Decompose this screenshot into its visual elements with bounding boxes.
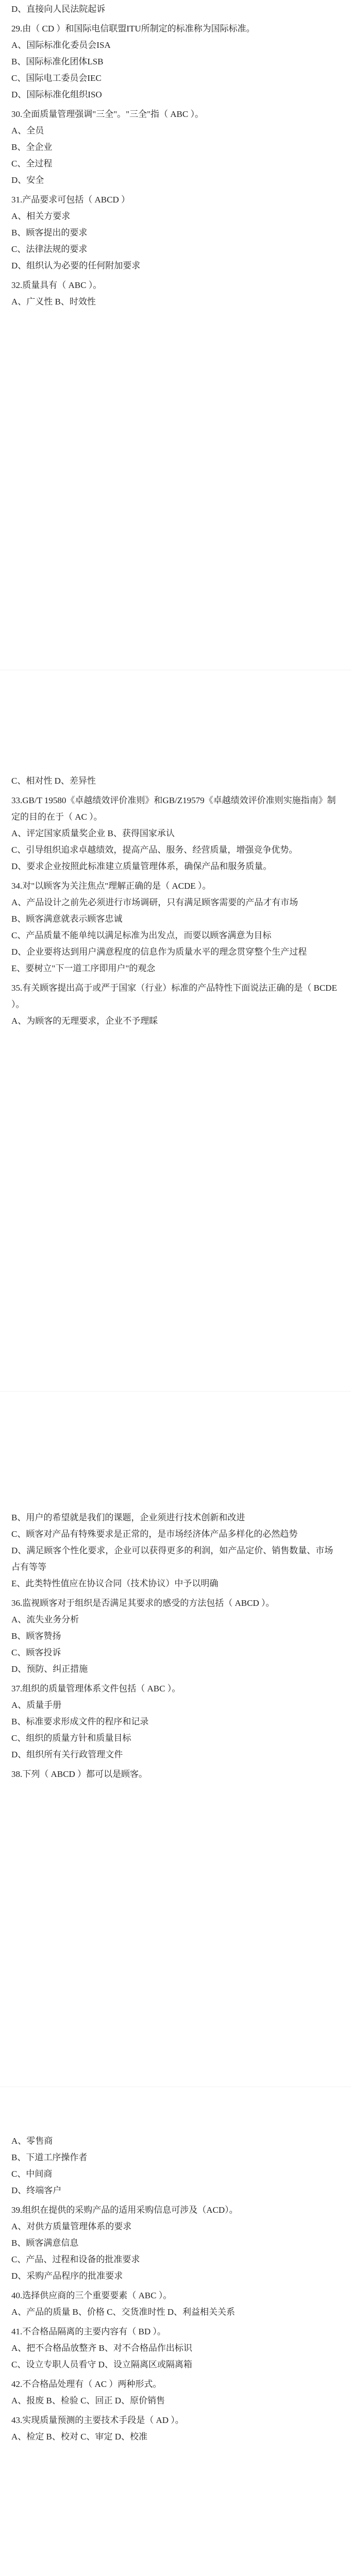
question-line: 29.由（ CD ）和国际电信联盟ITU所制定的标准称为国际标准。 [11,24,255,33]
option-line: C、设立专职人员看守 D、设立隔离区或隔离箱 [11,2360,192,2369]
option-line: B、顾客满意就表示顾客忠诚 [11,914,123,924]
option-line: A、质量手册 [11,1700,62,1710]
option-line: A、零售商 [11,2136,53,2146]
page-divider [0,1391,351,1392]
option-line: B、顾客赞扬 [11,1631,61,1641]
question-line: 30.全面质量管理强调"三全"。"三全"指（ ABC ）。 [11,109,204,119]
question-line: 31.产品要求可包括（ ABCD ） [11,195,130,205]
option-line: B、下道工序操作者 [11,2153,88,2162]
option-line: A、对供方质量管理体系的要求 [11,2222,132,2231]
option-line: C、国际电工委员会IEC [11,73,102,83]
section-1 [0,1,351,310]
text-line: D、直接向人民法院起诉 [11,4,106,14]
option-line: A、评定国家质量奖企业 B、获得国家承认 [11,828,175,838]
option-line: A、把不合格品放整齐 B、对不合格品作出标识 [11,2343,192,2353]
section-3 [0,1510,351,1783]
option-line: B、全企业 [11,142,53,152]
option-line: C、中间商 [11,2169,53,2179]
option-line: C、引导组织追求卓越绩效，提高产品、服务、经营质量，增强竞争优势。 [11,845,298,855]
option-line: D、组织所有关行政管理文件 [11,1750,123,1759]
option-line: B、国际标准化团体LSB [11,57,104,66]
question-line: 43.实现质量预测的主要技术手段是（ AD ）。 [11,2415,184,2425]
option-line: C、法律法规的要求 [11,244,88,254]
option-line: B、标准要求形成文件的程序和记录 [11,1717,149,1726]
option-line: A、报废 B、检验 C、回正 D、原价销售 [11,2396,165,2405]
option-line: C、顾客投诉 [11,1648,61,1657]
option-line: D、终端客户 [11,2185,62,2195]
option-line: A、流失业务分析 [11,1615,79,1624]
section-4 [0,2133,351,2445]
option-line: C、顾客对产品有特殊要求是正常的，是市场经济体产品多样化的必然趋势 [11,1529,298,1539]
section-2 [0,773,351,1029]
option-line: A、国际标准化委员会ISA [11,40,111,50]
option-line: C、产品质量不能单纯以满足标准为出发点，而要以顾客满意为目标 [11,930,272,940]
option-line: A、检定 B、校对 C、审定 D、校准 [11,2432,147,2442]
question-line: 36.监视顾客对于组织是否满足其要求的感受的方法包括（ ABCD ）。 [11,1598,275,1608]
question-line: 33.GB/T 19580《卓越绩效评价准则》和GB/Z19579《卓越绩效评价准则实施指南》制定的目的在于（ AC ）。 [11,795,336,822]
option-line: E、要树立"下一道工序即用户"的观念 [11,963,156,973]
option-line: D、组织认为必要的任何附加要求 [11,261,141,270]
question-line: 38.下列（ ABCD ）都可以是顾客。 [11,1769,147,1779]
question-line: 40.选择供应商的三个重要要素（ ABC ）。 [11,2291,172,2300]
option-line: D、安全 [11,175,44,185]
option-line: A、产品设计之前先必须进行市场调研，只有满足顾客需要的产品才有市场 [11,897,298,907]
question-line: 35.有关顾客提出高于或严于国家（行业）标准的产品特性下面说法正确的是（ BCDE ）。 [11,983,337,1009]
option-line: D、要求企业按照此标准建立质量管理体系，确保产品和服务质量。 [11,861,272,871]
question-line: 42.不合格品处理有（ AC ）两种形式。 [11,2379,162,2389]
option-line: C、相对性 D、差异性 [11,776,96,786]
option-line: D、企业要将达到用户满意程度的信息作为质量水平的理念贯穿整个生产过程 [11,947,307,957]
option-line: A、为顾客的无理要求，企业不予理睬 [11,1016,158,1026]
option-line: D、预防、纠正措施 [11,1664,88,1674]
option-line: C、产品、过程和设备的批准要求 [11,2255,140,2264]
option-line: A、相关方要求 [11,211,71,221]
option-line: C、全过程 [11,159,53,168]
option-line: B、顾客提出的要求 [11,228,88,238]
question-line: 37.组织的质量管理体系文件包括（ ABC ）。 [11,1684,181,1693]
option-line: D、满足顾客个性化要求，企业可以获得更多的利润，如产品定价、销售数量、市场占有等等 [11,1546,333,1572]
option-line: E、此类特性值应在协议合同（技术协议）中予以明确 [11,1579,219,1588]
option-line: A、全员 [11,126,44,135]
option-line: B、用户的希望就是我们的课题，企业须进行技术创新和改进 [11,1513,245,1522]
option-line: D、采购产品程序的批准要求 [11,2271,123,2281]
option-line: A、产品的质量 B、价格 C、交货准时性 D、利益相关关系 [11,2307,235,2317]
option-line: C、组织的质量方针和质量目标 [11,1733,131,1743]
option-line: D、国际标准化组织ISO [11,90,102,99]
question-line: 39.组织在提供的采购产品的适用采购信息可涉及（ACD）。 [11,2205,238,2215]
question-line: 32.质量具有（ ABC ）。 [11,280,102,290]
option-line: A、广义性 B、时效性 [11,297,96,307]
question-line: 34.对"以顾客为关注焦点"理解正确的是（ ACDE ）。 [11,881,211,891]
option-line: B、顾客满意信息 [11,2238,79,2248]
question-line: 41.不合格品隔离的主要内容有（ BD ）。 [11,2327,166,2336]
